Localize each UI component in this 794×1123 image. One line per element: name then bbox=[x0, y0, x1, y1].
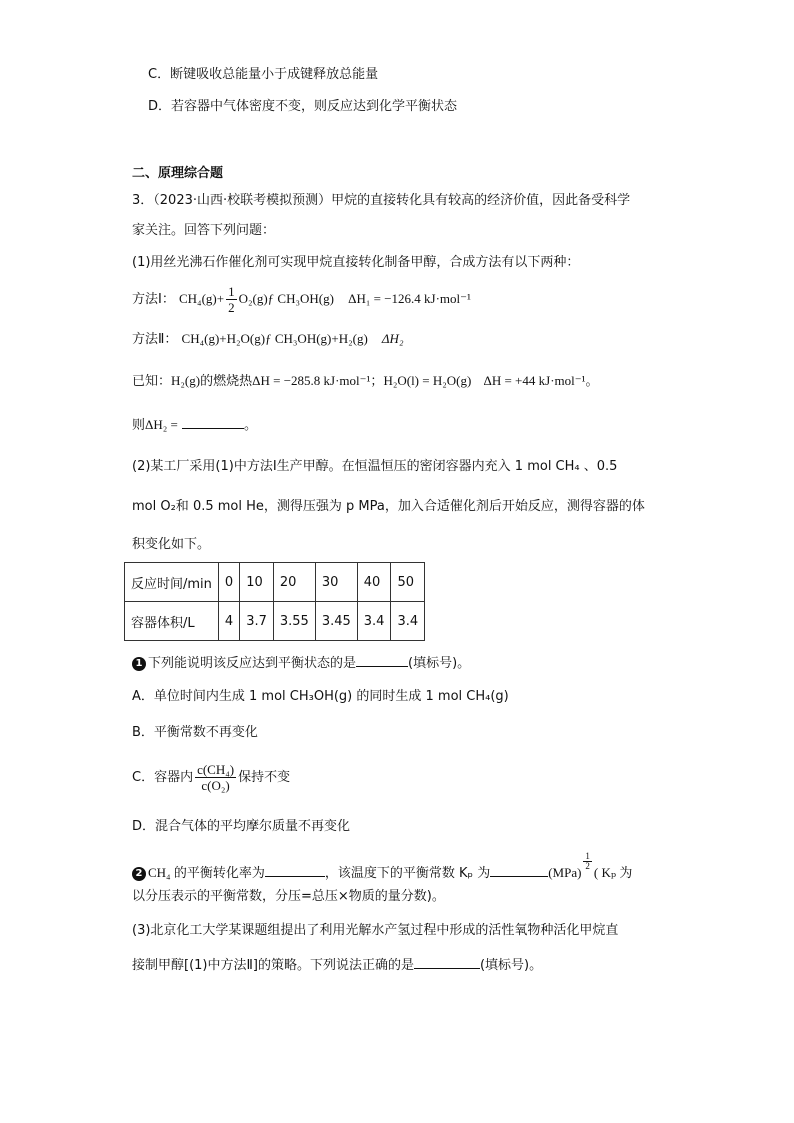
option-d: D．若容器中气体密度不变，则反应达到化学平衡状态 bbox=[148, 99, 458, 114]
subq2-exp-num: 1 bbox=[585, 851, 590, 861]
part1-text: (1)用丝光沸石作催化剂可实现甲烷直接转化制备甲醇，合成方法有以下两种： bbox=[132, 255, 580, 270]
method2-line bbox=[132, 330, 403, 349]
subq2-text2: ，该温度下的平衡常数 Kₚ 为 bbox=[324, 866, 491, 881]
subq2-text3: ( Kₚ 为 bbox=[593, 865, 633, 880]
known-separator: ； bbox=[370, 374, 384, 389]
option-b: B．平衡常数不再变化 bbox=[132, 725, 258, 740]
subq1-line bbox=[132, 652, 470, 673]
part3-line2-prefix: 接制甲醇[(1)中方法Ⅱ]的策略。下列说法正确的是 bbox=[132, 958, 414, 973]
subq2-exp-den: 2 bbox=[585, 861, 590, 871]
subq2-unit: (MPa) bbox=[548, 865, 582, 880]
table-cell-time: 10 bbox=[240, 563, 274, 602]
method2-eq: CH₄(g)+H₂O(g)ƒ CH₃OH(g)+H₂(g) bbox=[181, 331, 368, 346]
part2-line2: mol O₂和 0.5 mol He，测得压强为 p MPa，加入合适催化剂后开始反应，测得容器的体 bbox=[132, 499, 645, 514]
subq2-line bbox=[132, 852, 632, 889]
answer-blank-dh2[interactable] bbox=[182, 414, 244, 429]
table-cell-volume: 4 bbox=[218, 602, 239, 641]
option-c: C．断键吸收总能量小于成键释放总能量 bbox=[148, 67, 379, 82]
ask-dh2-line bbox=[132, 414, 257, 435]
table-cell-time: 50 bbox=[391, 563, 425, 602]
table-cell-volume: 3.45 bbox=[315, 602, 357, 641]
table-cell-time: 40 bbox=[357, 563, 391, 602]
subq1-end: (填标号)。 bbox=[408, 656, 471, 671]
table-cell-volume: 3.7 bbox=[240, 602, 274, 641]
table-cell-volume: 3.4 bbox=[391, 602, 425, 641]
method1-enthalpy: ΔH₁ = −126.4 kJ·mol⁻¹ bbox=[348, 291, 471, 306]
table-header-time: 反应时间/min bbox=[125, 563, 219, 602]
part3-line2-end: (填标号)。 bbox=[479, 958, 543, 973]
table-cell-volume: 3.4 bbox=[357, 602, 391, 641]
option-c-fraction bbox=[195, 762, 236, 793]
table-header-volume: 容器体积/L bbox=[125, 602, 219, 641]
section-heading: 二、原理综合题 bbox=[132, 166, 224, 181]
option-c-ratio bbox=[132, 760, 290, 796]
subq2-text1: CH₄ 的平衡转化率为 bbox=[148, 865, 265, 880]
known-prefix: 已知： bbox=[132, 374, 172, 389]
subq2-line2: 以分压表示的平衡常数，分压=总压×物质的量分数)。 bbox=[132, 889, 445, 904]
part2-line1: (2)某工厂采用(1)中方法Ⅰ生产甲醇。在恒温恒压的密闭容器内充入 1 mol CH₄ 、0.5 bbox=[132, 459, 618, 474]
known-enthalpy1: ΔH = −285.8 kJ·mol⁻¹ bbox=[252, 373, 371, 388]
ask-dh2-prefix: 则ΔH₂ = bbox=[132, 417, 178, 432]
known-enthalpy2: ΔH = +44 kJ·mol⁻¹ bbox=[483, 373, 586, 388]
part2-line3: 积变化如下。 bbox=[132, 537, 211, 552]
answer-blank-part3[interactable] bbox=[414, 954, 480, 969]
volume-time-table bbox=[124, 562, 425, 641]
method1-line bbox=[132, 282, 471, 317]
answer-blank-subq1[interactable] bbox=[356, 652, 408, 667]
subq2-exponent bbox=[583, 852, 592, 871]
method1-label: 方法Ⅰ： bbox=[132, 292, 175, 307]
known-line bbox=[132, 372, 599, 391]
table-cell-volume: 3.55 bbox=[273, 602, 315, 641]
table-row-volume bbox=[125, 602, 425, 641]
option-d-molar: D．混合气体的平均摩尔质量不再变化 bbox=[132, 819, 351, 834]
method1-eq-right: O₂(g)ƒ CH₃OH(g) bbox=[238, 291, 334, 306]
table-cell-time: 20 bbox=[273, 563, 315, 602]
method1-fraction bbox=[226, 284, 237, 315]
method2-label: 方法Ⅱ： bbox=[132, 332, 178, 347]
subq1-number-badge: 1 bbox=[132, 657, 146, 671]
known-end: 。 bbox=[585, 374, 599, 389]
method1-frac-den: 2 bbox=[228, 300, 235, 315]
ask-dh2-end: 。 bbox=[244, 418, 258, 433]
method1-frac-num: 1 bbox=[228, 284, 235, 299]
known-water-eq: H₂O(l) = H₂O(g) bbox=[383, 373, 472, 388]
table-cell-time: 30 bbox=[315, 563, 357, 602]
table-row-time bbox=[125, 563, 425, 602]
subq1-text: 下列能说明该反应达到平衡状态的是 bbox=[148, 656, 357, 671]
option-c-prefix: C．容器内 bbox=[132, 770, 194, 785]
option-c-suffix: 保持不变 bbox=[238, 770, 291, 785]
part3-line2 bbox=[132, 954, 542, 975]
table-cell-time: 0 bbox=[218, 563, 239, 602]
option-c-numerator: c(CH₄) bbox=[197, 762, 235, 777]
known-h2: H₂(g) bbox=[171, 373, 201, 388]
part3-line1: (3)北京化工大学某课题组提出了利用光解水产氢过程中形成的活性氧物种活化甲烷直 bbox=[132, 923, 619, 938]
known-text1: 的燃烧热 bbox=[200, 374, 253, 389]
question-intro-line2: 家关注。回答下列问题： bbox=[132, 223, 276, 238]
question-intro-line1: 3．（2023·山西·校联考模拟预测）甲烷的直接转化具有较高的经济价值，因此备受科学 bbox=[132, 193, 631, 208]
option-c-denominator: c(O₂) bbox=[201, 778, 230, 793]
method2-enthalpy: ΔH₂ bbox=[381, 331, 404, 346]
subq2-number-badge: 2 bbox=[132, 867, 146, 881]
answer-blank-kp[interactable] bbox=[490, 862, 548, 877]
method1-eq-left: CH₄(g)+ bbox=[178, 291, 225, 306]
answer-blank-conversion[interactable] bbox=[265, 862, 325, 877]
option-a: A．单位时间内生成 1 mol CH₃OH(g) 的同时生成 1 mol CH₄(g) bbox=[132, 689, 509, 704]
